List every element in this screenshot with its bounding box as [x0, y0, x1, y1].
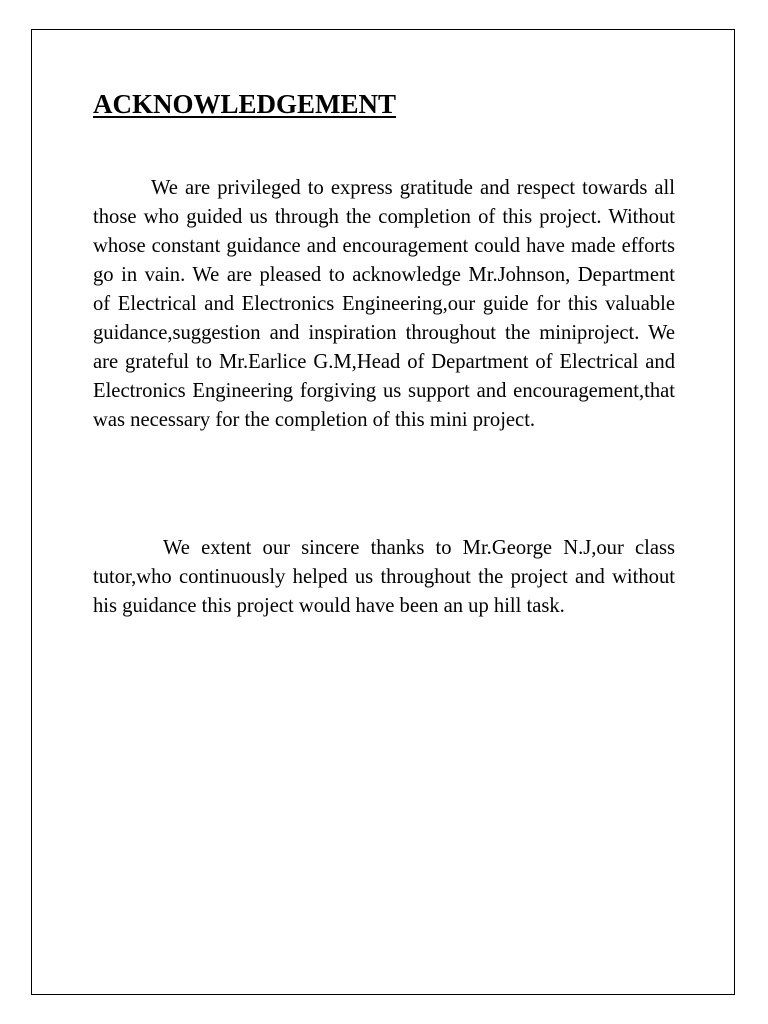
paragraph-thanks: We extent our sincere thanks to Mr.George N.J,our class tutor,who continuously helped us throughout the project and without his guidance this project would have been an up hill task.	[93, 537, 675, 617]
page-title: ACKNOWLEDGEMENT	[93, 89, 397, 119]
paragraph-gratitude: We are privileged to express gratitude and respect towards all those who guided us through the completion of this project. Without whose constant guidance and encouragement could have made efforts go in vain. We are pleased to acknowledge Mr.Johnson, Department of Electrical and Electronics Engineering,our guide for this valuable guidance,suggestion and inspiration throughout the miniproject. We are grateful to Mr.Earlice G.M,Head of Department of Electrical and Electronics Engineering forgiving us support and encouragement,that was necessary for the completion of this mini project.	[93, 177, 675, 431]
